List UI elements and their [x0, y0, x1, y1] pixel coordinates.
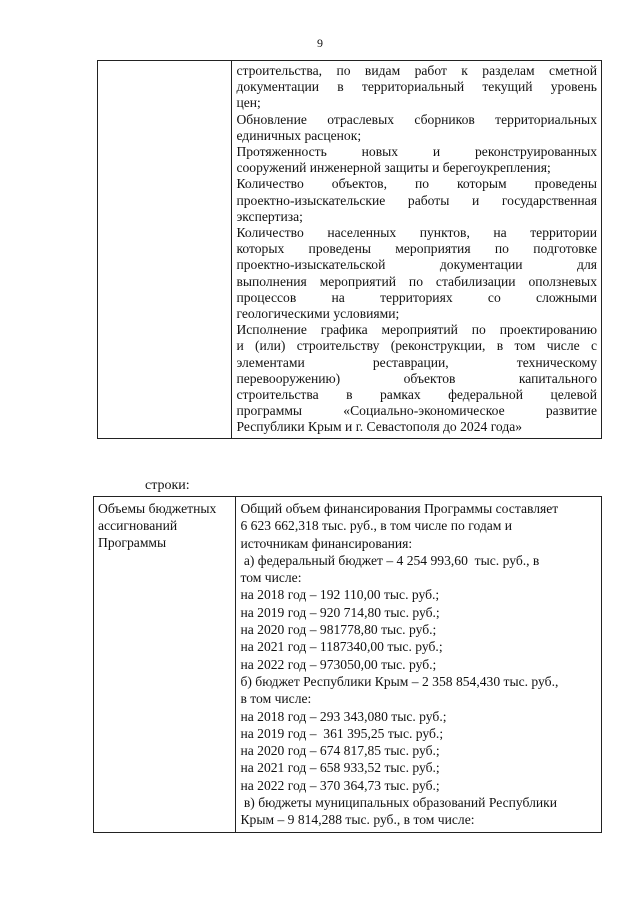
budget-details-cell — [236, 497, 602, 833]
label-line: ассигнований — [98, 518, 178, 534]
text-line: Обновление отраслевых сборников территориальных — [236, 111, 597, 127]
table-row — [98, 61, 602, 439]
text-line: цен; — [236, 95, 261, 111]
text-line: элементами реставрации, техническому — [236, 354, 597, 370]
table-cell-empty — [98, 61, 232, 439]
budget-label-cell — [94, 497, 236, 833]
funding-line: 6 623 662,318 тыс. руб., в том числе по годам и — [240, 518, 513, 534]
funding-line: б) бюджет Республики Крым – 2 358 854,430 тыс. руб., — [240, 673, 559, 689]
funding-line: том числе: — [240, 570, 302, 586]
text-line: проектно-изыскательской документации для — [236, 257, 597, 273]
table-row — [94, 497, 602, 833]
label-line: Программы — [98, 535, 167, 551]
text-line: Исполнение графика мероприятий по проектированию — [236, 322, 597, 338]
text-line: строительства, по видам работ к разделам сметной — [236, 63, 597, 78]
text-line: экспертиза; — [236, 208, 303, 224]
text-line: Протяженность новых и реконструированных — [236, 144, 597, 160]
text-line: Количество объектов, по которым проведены — [236, 176, 597, 192]
text-line: программы «Социально-экономическое развитие — [236, 403, 597, 419]
budget-table — [93, 496, 602, 833]
page-number: 9 — [317, 36, 323, 50]
text-line: единичных расценок; — [236, 127, 362, 143]
text-line: Количество населенных пунктов, на территории — [236, 225, 597, 241]
funding-line: на 2020 год – 981778,80 тыс. руб.; — [240, 622, 437, 638]
funding-line: Общий объем финансирования Программы составляет — [240, 501, 559, 516]
text-line: которых проведены мероприятия по подготовке — [236, 241, 597, 257]
funding-line: на 2022 год – 370 364,73 тыс. руб.; — [240, 777, 440, 793]
text-line: геологическими условиями; — [236, 306, 400, 322]
funding-line: источникам финансирования: — [240, 535, 413, 551]
indicators-table — [97, 60, 602, 439]
text-line: проектно-изыскательские работы и государственная — [236, 192, 597, 208]
text-line: документации в территориальный текущий уровень — [236, 79, 597, 95]
funding-line: на 2021 год – 658 933,52 тыс. руб.; — [240, 760, 440, 776]
funding-line: а) федеральный бюджет – 4 254 993,60 тыс. руб., в — [240, 552, 540, 568]
section-label: строки: — [145, 478, 190, 493]
funding-line: на 2019 год – 361 395,25 тыс. руб.; — [240, 725, 444, 741]
funding-line: на 2018 год – 293 343,080 тыс. руб.; — [240, 708, 447, 724]
funding-line: на 2022 год – 973050,00 тыс. руб.; — [240, 656, 437, 672]
text-line: Республики Крым и г. Севастополя до 2024 года» — [236, 419, 523, 435]
funding-line: на 2019 год – 920 714,80 тыс. руб.; — [240, 604, 440, 620]
funding-line: Крым – 9 814,288 тыс. руб., в том числе: — [240, 812, 475, 828]
text-line: процессов на территориях со сложными — [236, 289, 597, 305]
indicators-cell — [232, 61, 602, 439]
funding-line: в том числе: — [240, 691, 312, 707]
text-line: сооружений инженерной защиты и берегоукрепления; — [236, 160, 551, 176]
text-line: строительства в рамках федеральной целевой — [236, 387, 597, 403]
funding-line: на 2021 год – 1187340,00 тыс. руб.; — [240, 639, 443, 655]
funding-line: на 2018 год – 192 110,00 тыс. руб.; — [240, 587, 440, 603]
text-line: перевооружению) объектов капитального — [236, 370, 597, 386]
funding-line: на 2020 год – 674 817,85 тыс. руб.; — [240, 743, 440, 759]
text-line: выполнения мероприятий по стабилизации оползневых — [236, 273, 597, 289]
funding-line: в) бюджеты муниципальных образований Республики — [240, 795, 558, 811]
text-line: и (или) строительству (реконструкции, в том числе с — [236, 338, 597, 354]
label-line: Объемы бюджетных — [98, 501, 217, 516]
